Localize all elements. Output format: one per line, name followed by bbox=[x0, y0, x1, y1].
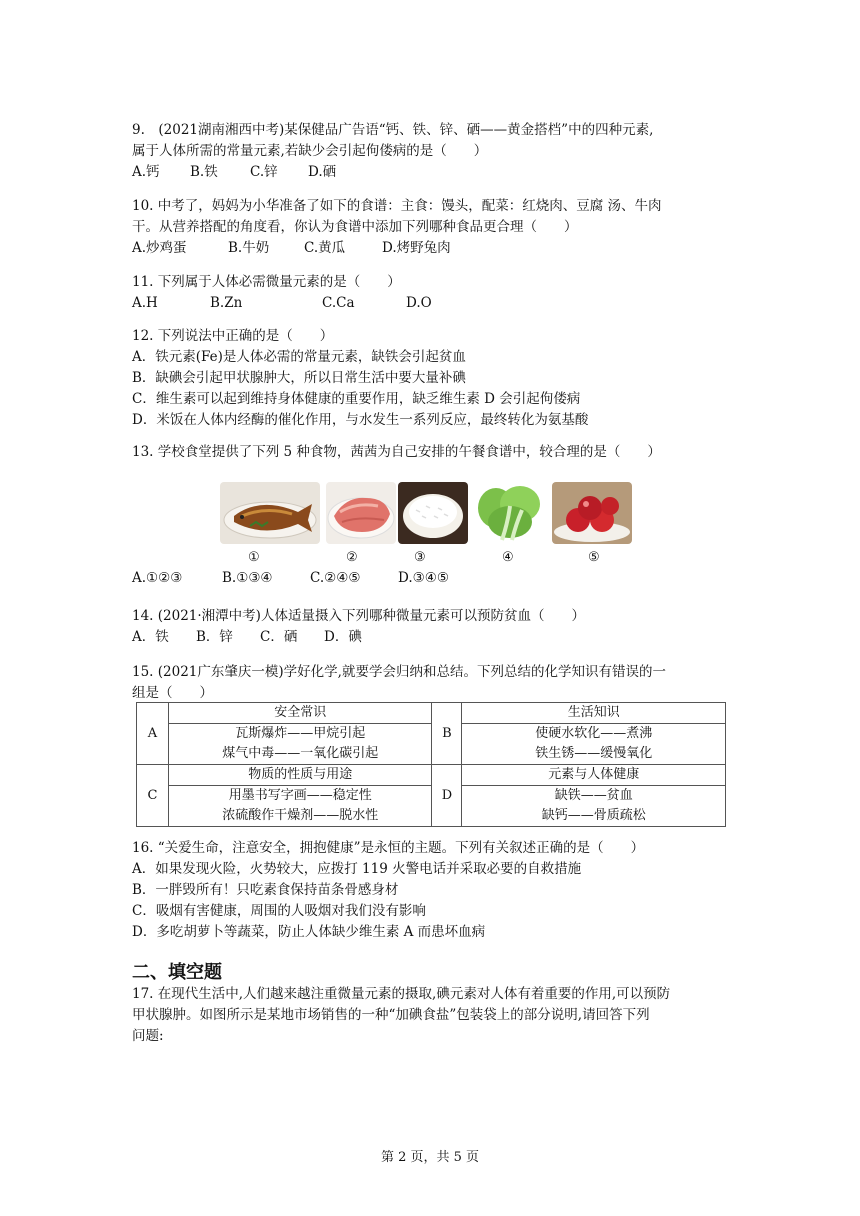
question-text: 组是（ ） bbox=[132, 685, 213, 701]
row-label-d: D bbox=[432, 765, 462, 827]
cell-line: 瓦斯爆炸——甲烷引起 bbox=[235, 726, 366, 741]
question-text: 17. 在现代生活中,人们越来越注重微量元素的摄取,碘元素对人体有着重要的作用,可以预防 bbox=[132, 986, 671, 1002]
option-d: D．碘 bbox=[324, 629, 362, 645]
option-d: D.O bbox=[406, 295, 432, 311]
option-a: A.①②③ bbox=[132, 570, 183, 586]
option-d: D.烤野兔肉 bbox=[382, 240, 451, 256]
question-text: 15. (2021广东肇庆一模)学好化学,就要学会归纳和总结。下列总结的化学知识有错误的一 bbox=[132, 664, 666, 680]
fish-dish-image bbox=[220, 482, 320, 544]
option-c: C．维生素可以起到维持身体健康的重要作用，缺乏维生素 D 会引起佝偻病 bbox=[132, 391, 581, 407]
cell-line: 煤气中毒——一氧化碳引起 bbox=[222, 746, 379, 761]
question-text: 10. 中考了，妈妈为小华准备了如下的食谱：主食：馒头，配菜：红烧肉、豆腐 汤、牛肉 bbox=[132, 198, 662, 214]
option-b: B.牛奶 bbox=[228, 240, 270, 256]
page-footer: 第 2 页，共 5 页 bbox=[380, 1150, 480, 1165]
cell-header-d: 元素与人体健康 bbox=[462, 765, 726, 786]
food-label-3: ③ bbox=[414, 550, 426, 565]
options bbox=[132, 238, 732, 259]
question-16 bbox=[132, 838, 732, 943]
row-label-b: B bbox=[432, 703, 462, 765]
question-text: 14. (2021·湘潭中考)人体适量摄入下列哪种微量元素可以预防贫血（ ） bbox=[132, 608, 585, 624]
food-label-4: ④ bbox=[502, 550, 514, 565]
question-10 bbox=[132, 196, 732, 259]
option-d: D．多吃胡萝卜等蔬菜，防止人体缺少维生素 A 而患坏血病 bbox=[132, 924, 486, 940]
option-a: A．铁 bbox=[132, 629, 169, 645]
question-14 bbox=[132, 606, 732, 648]
question-9 bbox=[132, 120, 732, 183]
option-b: B．锌 bbox=[196, 629, 233, 645]
section-heading: 二、填空题 bbox=[132, 962, 222, 983]
cell-line: 铁生锈——缓慢氧化 bbox=[535, 746, 653, 761]
option-c: C.Ca bbox=[322, 295, 355, 311]
option-c: C．硒 bbox=[260, 629, 298, 645]
question-text: 13. 学校食堂提供了下列 5 种食物，茜茜为自己安排的午餐食谱中，较合理的是（ ） bbox=[132, 444, 661, 460]
cell-content-b bbox=[462, 724, 726, 765]
option-a: A．如果发现火险，火势较大，应拨打 119 火警电话并采取必要的自救措施 bbox=[132, 861, 582, 877]
raw-meat-image bbox=[326, 482, 396, 544]
knowledge-table bbox=[136, 702, 726, 827]
cell-header-a: 安全常识 bbox=[168, 703, 432, 724]
cell-line: 用墨书写字画——稳定性 bbox=[228, 788, 372, 803]
option-d: D.③④⑤ bbox=[398, 570, 449, 586]
question-text: 干。从营养搭配的角度看，你认为食谱中添加下列哪种食品更合理（ ） bbox=[132, 219, 578, 235]
options bbox=[132, 568, 732, 589]
question-13-options bbox=[132, 568, 732, 589]
option-c: C.②④⑤ bbox=[310, 570, 361, 586]
question-text: 属于人体所需的常量元素,若缺少会引起佝偻病的是（ ） bbox=[132, 143, 488, 159]
option-d: D．米饭在人体内经酶的催化作用，与水发生一系列反应，最终转化为氨基酸 bbox=[132, 412, 589, 428]
question-15 bbox=[132, 662, 732, 704]
food-label-2: ② bbox=[346, 550, 358, 565]
option-b: B.铁 bbox=[190, 164, 218, 180]
options bbox=[132, 162, 732, 183]
option-c: C.锌 bbox=[250, 164, 278, 180]
cell-line: 缺铁——贫血 bbox=[554, 788, 633, 803]
option-b: B．一胖毁所有！只吃素食保持苗条骨感身材 bbox=[132, 882, 399, 898]
cell-header-c: 物质的性质与用途 bbox=[168, 765, 432, 786]
option-b: B.Zn bbox=[210, 295, 243, 311]
option-a: A.钙 bbox=[132, 164, 160, 180]
vegetable-image bbox=[472, 482, 548, 544]
cell-content-c bbox=[168, 786, 432, 827]
cell-content-a bbox=[168, 724, 432, 765]
option-b: B.①③④ bbox=[222, 570, 273, 586]
cell-line: 缺钙——骨质疏松 bbox=[541, 808, 646, 823]
question-text: 12. 下列说法中正确的是（ ） bbox=[132, 328, 334, 344]
option-c: C.黄瓜 bbox=[304, 240, 346, 256]
question-17 bbox=[132, 984, 732, 1047]
row-label-a: A bbox=[137, 703, 169, 765]
rice-bowl-image bbox=[398, 482, 468, 544]
food-label-5: ⑤ bbox=[588, 550, 600, 565]
question-text: 9. (2021湖南湘西中考)某保健品广告语“钙、铁、锌、硒——黄金搭档”中的四种元素, bbox=[132, 122, 654, 138]
option-a: A.H bbox=[132, 295, 158, 311]
question-13 bbox=[132, 442, 732, 463]
cell-header-b: 生活知识 bbox=[462, 703, 726, 724]
food-label-1: ① bbox=[248, 550, 260, 565]
options bbox=[132, 627, 732, 648]
apples-image bbox=[552, 482, 632, 544]
cell-content-d bbox=[462, 786, 726, 827]
option-b: B．缺碘会引起甲状腺肿大，所以日常生活中要大量补碘 bbox=[132, 370, 466, 386]
question-text: 11. 下列属于人体必需微量元素的是（ ） bbox=[132, 274, 401, 290]
option-a: A.炒鸡蛋 bbox=[132, 240, 187, 256]
question-text: 问题: bbox=[132, 1028, 164, 1044]
question-11 bbox=[132, 272, 732, 314]
question-text: 16. “关爱生命，注意安全，拥抱健康”是永恒的主题。下列有关叙述正确的是（ ） bbox=[132, 840, 645, 856]
option-c: C．吸烟有害健康，周围的人吸烟对我们没有影响 bbox=[132, 903, 426, 919]
question-12 bbox=[132, 326, 732, 431]
option-d: D.硒 bbox=[308, 164, 337, 180]
question-text: 甲状腺肿。如图所示是某地市场销售的一种“加碘食盐”包装袋上的部分说明,请回答下列 bbox=[132, 1007, 650, 1023]
cell-line: 浓硫酸作干燥剂——脱水性 bbox=[222, 808, 379, 823]
row-label-c: C bbox=[137, 765, 169, 827]
options bbox=[132, 293, 732, 314]
food-images bbox=[220, 482, 720, 570]
cell-line: 使硬水软化——煮沸 bbox=[535, 726, 653, 741]
option-a: A．铁元素(Fe)是人体必需的常量元素，缺铁会引起贫血 bbox=[132, 349, 466, 365]
